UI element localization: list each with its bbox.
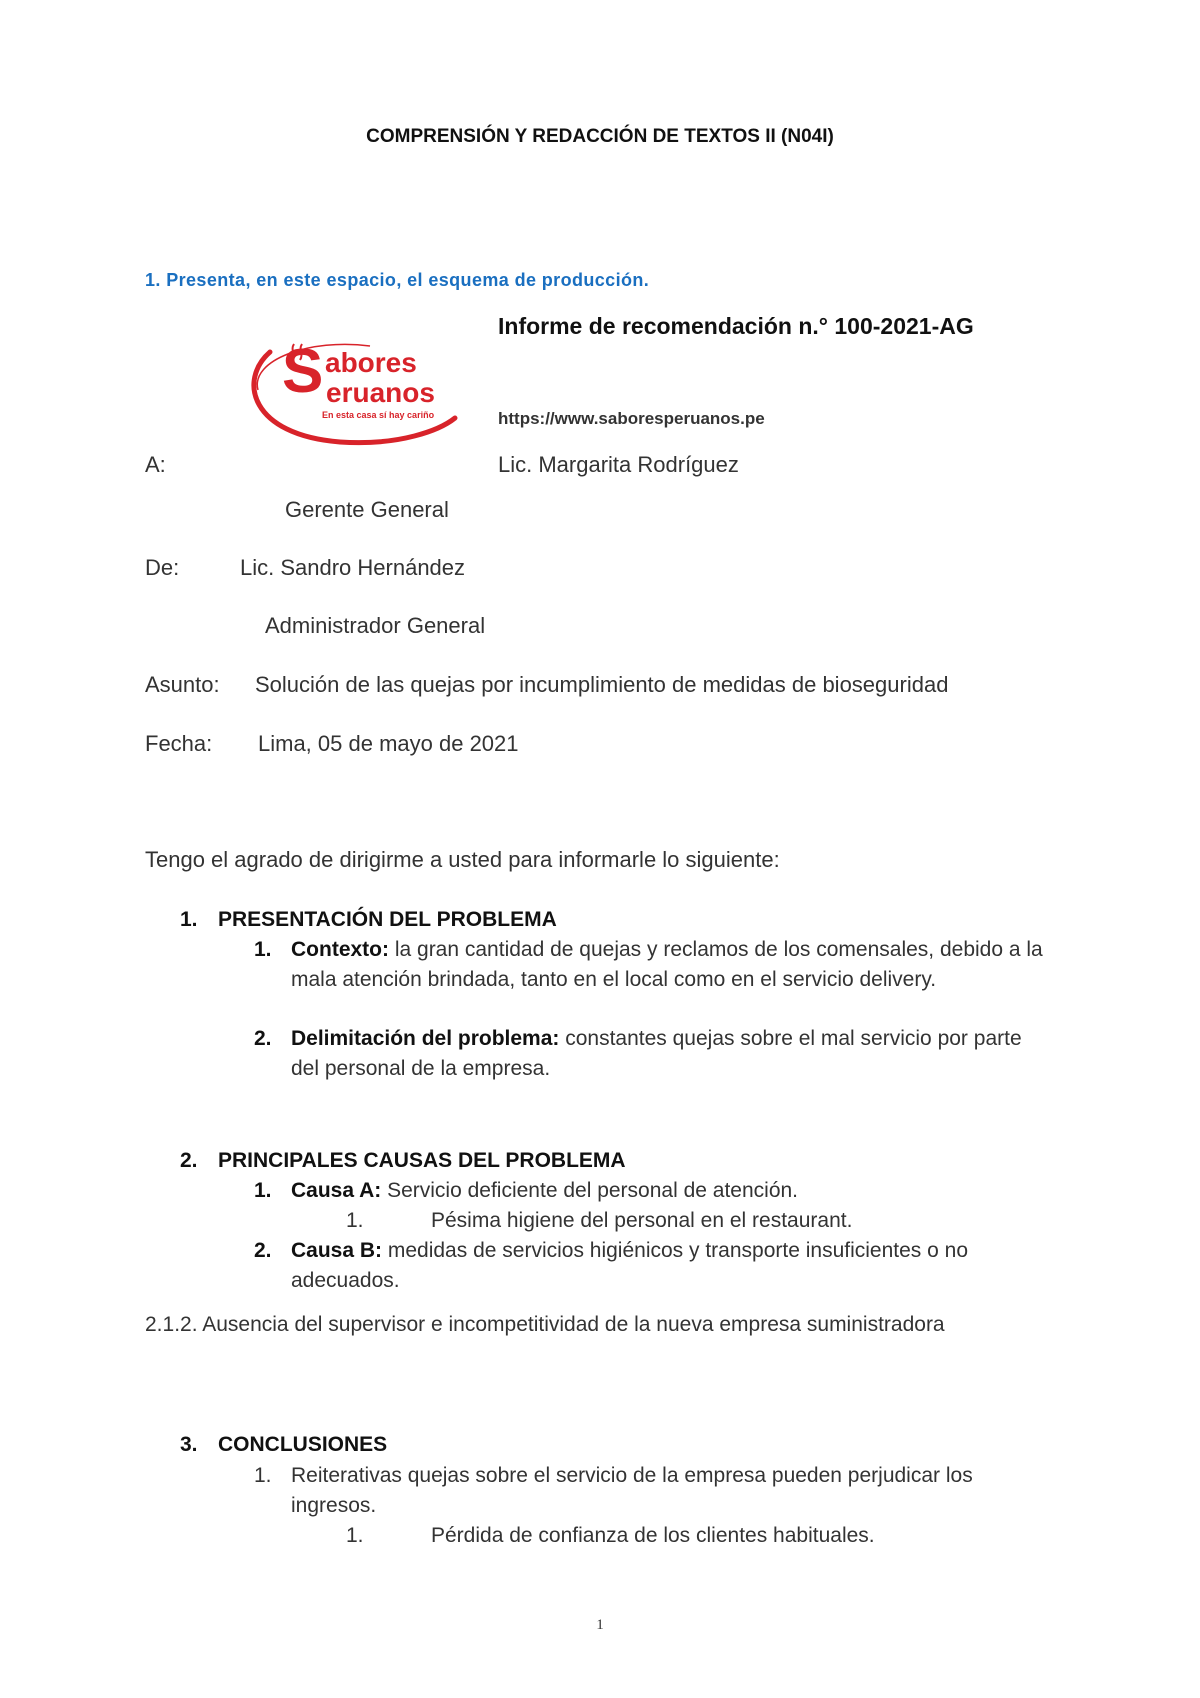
item-label: Delimitación del problema: xyxy=(291,1027,560,1050)
from-role: Administrador General xyxy=(265,613,486,638)
sub-item-text: Pésima higiene del personal en el restaurant. xyxy=(431,1209,853,1232)
to-name: Lic. Margarita Rodríguez xyxy=(498,452,739,477)
section-number: 1. xyxy=(180,908,198,931)
section-heading: CONCLUSIONES xyxy=(218,1433,388,1456)
sub-item-text: Pérdida de confianza de los clientes habituales. xyxy=(431,1524,875,1547)
subject-label: Asunto: xyxy=(145,672,220,697)
logo-big-s: S xyxy=(282,337,324,406)
item-text: constantes quejas sobre el mal servicio por parte del personal de la empresa. xyxy=(291,1027,1022,1080)
logo-line1: abores xyxy=(325,347,417,378)
sabores-peruanos-logo xyxy=(230,330,490,450)
section-heading: PRESENTACIÓN DEL PROBLEMA xyxy=(218,908,557,931)
date-label: Fecha: xyxy=(145,731,213,756)
logo-tagline: En esta casa sí hay cariño xyxy=(322,410,435,420)
list-item-text: Reiterativas quejas sobre el servicio de la empresa pueden perjudicar los ingresos. xyxy=(291,1464,973,1517)
list-item xyxy=(291,1236,1051,1296)
to-role: Gerente General xyxy=(285,497,449,522)
logo-line2: eruanos xyxy=(326,377,435,408)
item-label: Contexto: xyxy=(291,938,389,961)
section-number: 2. xyxy=(180,1149,198,1172)
item-text: la gran cantidad de quejas y reclamos de los comensales, debido a la mala atención brindada, tanto en el local como en el servicio delivery. xyxy=(291,938,1043,991)
item-text: medidas de servicios higiénicos y transporte insuficientes o no adecuados. xyxy=(291,1239,969,1292)
section-prompt: 1. Presenta, en este espacio, el esquema de producción. xyxy=(145,270,650,290)
item-label: Causa B: xyxy=(291,1239,383,1262)
section-number: 3. xyxy=(180,1433,198,1456)
report-title: Informe de recomendación n.° 100-2021-AG xyxy=(498,313,974,339)
item-label: Causa A: xyxy=(291,1179,382,1202)
steam-shape xyxy=(292,344,294,360)
item-number: 1. xyxy=(254,1464,272,1487)
page-number: 1 xyxy=(596,1617,604,1633)
steam-shape xyxy=(300,344,302,360)
section-heading: PRINCIPALES CAUSAS DEL PROBLEMA xyxy=(218,1149,626,1172)
list-item xyxy=(291,1024,1051,1084)
to-label: A: xyxy=(145,452,166,477)
list-item xyxy=(291,935,1051,995)
item-text: Servicio deficiente del personal de atención. xyxy=(381,1179,799,1202)
sub-item-number: 1. xyxy=(346,1209,364,1232)
item-number: 1. xyxy=(254,1179,272,1202)
list-item xyxy=(291,1176,1051,1206)
from-name: Lic. Sandro Hernández xyxy=(240,555,466,580)
extra-cause-text: 2.1.2. Ausencia del supervisor e incompetitividad de la nueva empresa suministradora xyxy=(145,1313,945,1336)
document-title: COMPRENSIÓN Y REDACCIÓN DE TEXTOS II (N04I) xyxy=(366,126,834,147)
report-url: https://www.saboresperuanos.pe xyxy=(498,409,765,428)
from-label: De: xyxy=(145,555,180,580)
item-number: 1. xyxy=(254,938,272,961)
subject-text: Solución de las quejas por incumplimiento de medidas de bioseguridad xyxy=(255,672,949,697)
intro-text: Tengo el agrado de dirigirme a usted para informarle lo siguiente: xyxy=(145,847,780,872)
item-number: 2. xyxy=(254,1239,272,1262)
item-number: 2. xyxy=(254,1027,272,1050)
sub-item-number: 1. xyxy=(346,1524,364,1547)
date-text: Lima, 05 de mayo de 2021 xyxy=(258,731,519,756)
